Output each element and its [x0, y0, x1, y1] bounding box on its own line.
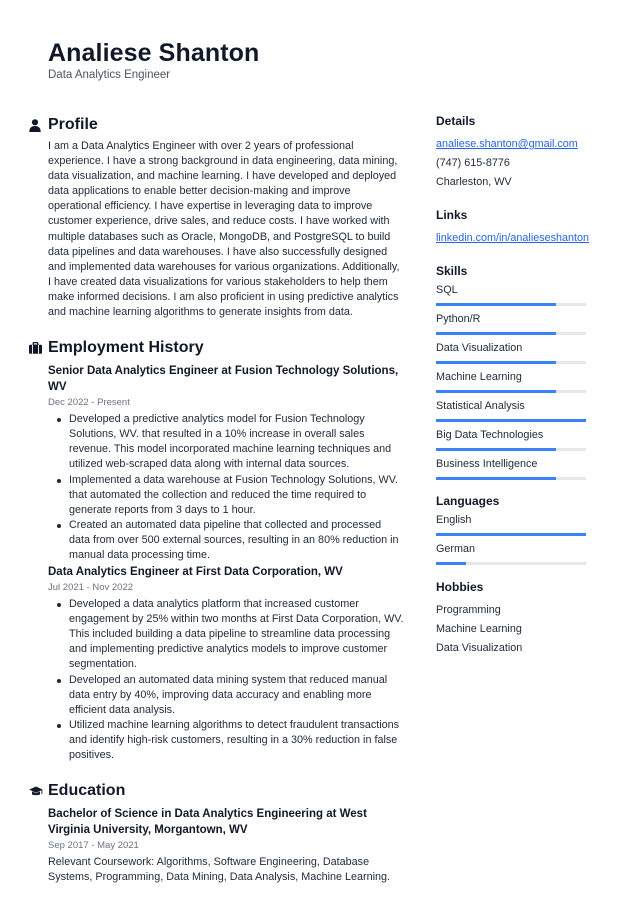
hobbies-heading: Hobbies — [436, 580, 484, 594]
job-entry — [29, 363, 404, 563]
links-section — [436, 207, 596, 248]
skill-name: Statistical Analysis — [436, 400, 525, 412]
skill-name: Python/R — [436, 313, 481, 325]
degree-title: Bachelor of Science in Data Analytics Engineering at West Virginia University, Morgantown, WV — [48, 808, 367, 837]
skill-item — [436, 457, 596, 480]
skill-level-fill — [436, 303, 556, 306]
job-dates: Dec 2022 - Present — [48, 397, 130, 409]
skill-item — [436, 428, 596, 451]
language-name: English — [436, 514, 472, 526]
skill-level-bar — [436, 419, 586, 422]
linkedin-link[interactable]: linkedin.com/in/analieseshanton — [436, 232, 590, 244]
main-column — [29, 114, 404, 885]
employment-header — [29, 337, 404, 359]
skill-level-bar — [436, 361, 586, 364]
hobbies-section — [436, 579, 596, 658]
list-item: Utilized machine learning algorithms to detect fraudulent transactions and identify high-risk customers, resulting in a 30% reduction in false positives. — [48, 718, 404, 763]
profile-header — [29, 114, 404, 136]
location-text: Charleston, WV — [436, 176, 512, 188]
list-item: Developed a predictive analytics model for Fusion Technology Solutions, WV. that resulted in a 10% increase in overall sales revenue. This model incorporated machine learning techniques and utilized web-scraped data along with internal data sources. — [48, 412, 404, 472]
candidate-name: Analiese Shanton — [48, 39, 260, 67]
skill-level-fill — [436, 419, 586, 422]
language-name: German — [436, 543, 476, 555]
job-bullets — [48, 412, 404, 563]
language-level-bar — [436, 562, 586, 565]
sidebar — [436, 113, 596, 658]
email-link[interactable]: analiese.shanton@gmail.com — [436, 138, 578, 150]
job-title: Senior Data Analytics Engineer at Fusion Technology Solutions, WV — [48, 365, 399, 394]
phone-text: (747) 615-8776 — [436, 157, 510, 169]
resume-header — [48, 38, 259, 81]
language-level-fill — [436, 562, 466, 565]
person-icon — [29, 119, 48, 132]
hobby-item: Machine Learning — [436, 623, 522, 635]
skill-item — [436, 399, 596, 422]
links-heading: Links — [436, 208, 468, 222]
skill-level-fill — [436, 361, 556, 364]
languages-list — [436, 513, 596, 565]
skill-name: Big Data Technologies — [436, 429, 544, 441]
education-section — [29, 780, 404, 885]
language-item — [436, 513, 596, 536]
skill-name: Business Intelligence — [436, 458, 538, 470]
employment-section — [29, 337, 404, 763]
skill-level-fill — [436, 390, 556, 393]
language-level-fill — [436, 533, 586, 536]
skill-name: SQL — [436, 284, 458, 296]
skills-section — [436, 263, 596, 480]
job-title: Data Analytics Engineer at First Data Corporation, WV — [48, 566, 343, 579]
profile-text: I am a Data Analytics Engineer with over 2 years of professional experience. I have a strong background in data engineering, data mining, data visualization, and machine learning. I have developed and deployed data applications to enable better decision-making and improve operational efficiency. I have expertise in leveraging data to improve customer experience, drive sales, and reduce costs. I have worked with multiple databases such as Oracle, MongoDB, and PostgreSQL to build data pipelines and data warehouses. I have also successfully designed and implemented data warehouses for various organizations. Additionally, I have created data visualizations for various stakeholders to help them make informed decisions. I am also proficient in using predictive analytics and machine learning algorithms to generate insights from data. — [48, 140, 400, 319]
education-header — [29, 780, 404, 802]
details-section — [436, 113, 596, 192]
skill-name: Machine Learning — [436, 371, 522, 383]
details-heading: Details — [436, 114, 476, 128]
list-item: Created an automated data pipeline that collected and processed data from over 500 external sources, resulting in an 80% reduction in manual data processing time. — [48, 518, 404, 563]
skill-level-fill — [436, 448, 556, 451]
list-item: Developed an automated data mining system that reduced manual data entry by 40%, improving data accuracy and enabling more efficient data analysis. — [48, 673, 404, 718]
skill-item — [436, 370, 596, 393]
skill-item — [436, 341, 596, 364]
skill-level-bar — [436, 303, 586, 306]
job-dates: Jul 2021 - Nov 2022 — [48, 582, 134, 594]
skills-heading: Skills — [436, 264, 468, 278]
coursework-text: Relevant Coursework: Algorithms, Software Engineering, Database Systems, Programming, Data Mining, Data Analysis, Machine Learning. — [48, 856, 391, 884]
briefcase-icon — [29, 342, 48, 354]
hobby-item: Programming — [436, 604, 501, 616]
languages-section — [436, 493, 596, 565]
language-item — [436, 542, 596, 565]
skill-level-bar — [436, 477, 586, 480]
skill-level-bar — [436, 332, 586, 335]
job-bullets — [48, 597, 404, 763]
graduation-cap-icon — [29, 786, 48, 797]
skill-level-bar — [436, 448, 586, 451]
hobby-item: Data Visualization — [436, 642, 523, 654]
languages-heading: Languages — [436, 494, 500, 508]
skill-item — [436, 312, 596, 335]
education-dates: Sep 2017 - May 2021 — [48, 840, 139, 852]
skill-name: Data Visualization — [436, 342, 523, 354]
skill-level-bar — [436, 390, 586, 393]
skill-item — [436, 283, 596, 306]
employment-heading: Employment History — [48, 339, 204, 357]
list-item: Implemented a data warehouse at Fusion Technology Solutions, WV. that automated the collection and reduced the time required to generate reports from 3 days to 1 hour. — [48, 473, 404, 518]
candidate-title: Data Analytics Engineer — [48, 69, 171, 81]
list-item: Developed a data analytics platform that increased customer engagement by 25% within two months at First Data Corporation, WV. This included building a data pipeline to streamline data processing and implementing predictive analytics models to improve customer segmentation. — [48, 597, 404, 672]
language-level-bar — [436, 533, 586, 536]
skill-level-fill — [436, 477, 556, 480]
skills-list — [436, 283, 596, 480]
profile-section — [29, 114, 404, 320]
education-entry — [29, 806, 404, 885]
skill-level-fill — [436, 332, 556, 335]
job-entry — [29, 564, 404, 763]
education-heading: Education — [48, 782, 126, 800]
profile-heading: Profile — [48, 116, 98, 133]
